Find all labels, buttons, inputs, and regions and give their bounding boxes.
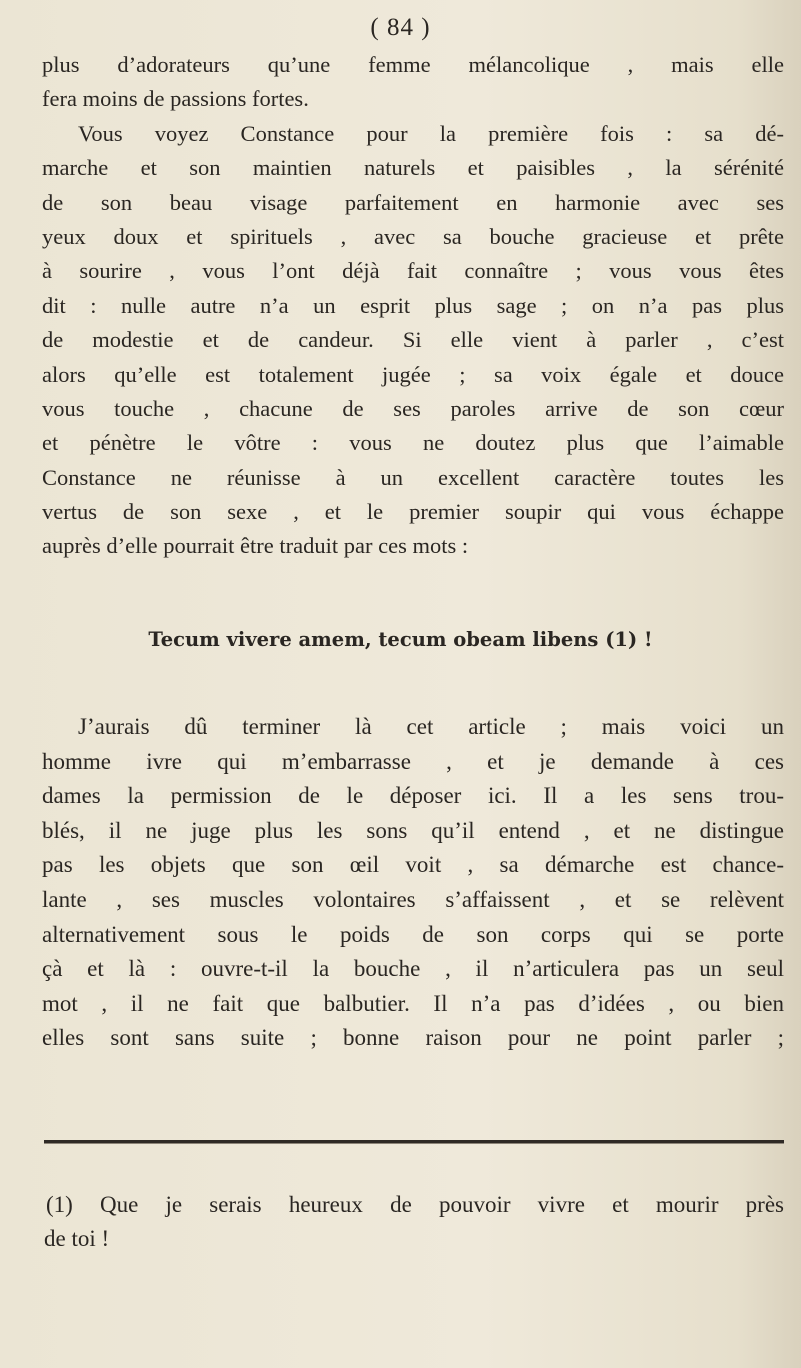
text-line: à sourire , vous l’ont déjà fait connaître ; vous vous êtes [42,258,784,284]
paragraph-2 [42,710,784,1056]
text-line: blés, il ne juge plus les sons qu’il entend , et ne distingue [42,817,784,843]
text-line: fera moins de passions fortes. [42,86,309,112]
text-line: homme ivre qui m’embarrasse , et je demande à ces [42,748,784,774]
text-line: et pénètre le vôtre : vous ne doutez plus que l’aimable [42,430,784,456]
text-line: de son beau visage parfaitement en harmonie avec ses [42,189,784,215]
text-line: plus d’adorateurs qu’une femme mélancolique , mais elle [42,52,784,77]
text-line: Constance ne réunisse à un excellent caractère toutes les [42,464,784,490]
text-line: dames la permission de le déposer ici. Il a les sens trou- [42,783,784,809]
text-line: lante , ses muscles volontaires s’affaissent , et se relèvent [42,886,784,912]
text-line: vous touche , chacune de ses paroles arrive de son cœur [42,395,784,421]
text-line: elles sont sans suite ; bonne raison pour ne point parler ; [42,1025,784,1051]
text-line: vertus de son sexe , et le premier soupir qui vous échappe [42,499,784,525]
text-line: alors qu’elle est totalement jugée ; sa voix égale et douce [42,361,784,387]
text-line: de modestie et de candeur. Si elle vient à parler , c’est [42,327,784,353]
footnote [44,1188,784,1257]
text-line: mot , il ne fait que balbutier. Il n’a pas d’idées , ou bien [42,990,784,1016]
latin-quote: Tecum vivere amem, tecum obeam libens (1) ! [148,628,653,651]
text-line: dit : nulle autre n’a un esprit plus sage ; on n’a pas plus [42,292,784,318]
footnote-divider [44,1140,784,1144]
text-line: Vous voyez Constance pour la première fois : sa dé- [78,120,784,146]
text-line: yeux doux et spirituels , avec sa bouche gracieuse et prête [42,223,784,249]
text-line: çà et là : ouvre-t-il la bouche , il n’articulera pas un seul [42,956,784,982]
text-line: marche et son maintien naturels et paisibles , la sérénité [42,155,784,181]
page-number: ( 84 ) [370,14,431,41]
text-line: pas les objets que son œil voit , sa démarche est chance- [42,852,784,878]
paragraph-1 [42,48,784,564]
text-line: auprès d’elle pourrait être traduit par ces mots : [42,533,469,559]
footnote-line: de toi ! [44,1226,110,1252]
footnote-line: (1) Que je serais heureux de pouvoir vivre et mourir près [46,1192,784,1217]
text-line: J’aurais dû terminer là cet article ; mais voici un [78,714,784,739]
text-line: alternativement sous le poids de son corps qui se porte [42,921,784,947]
